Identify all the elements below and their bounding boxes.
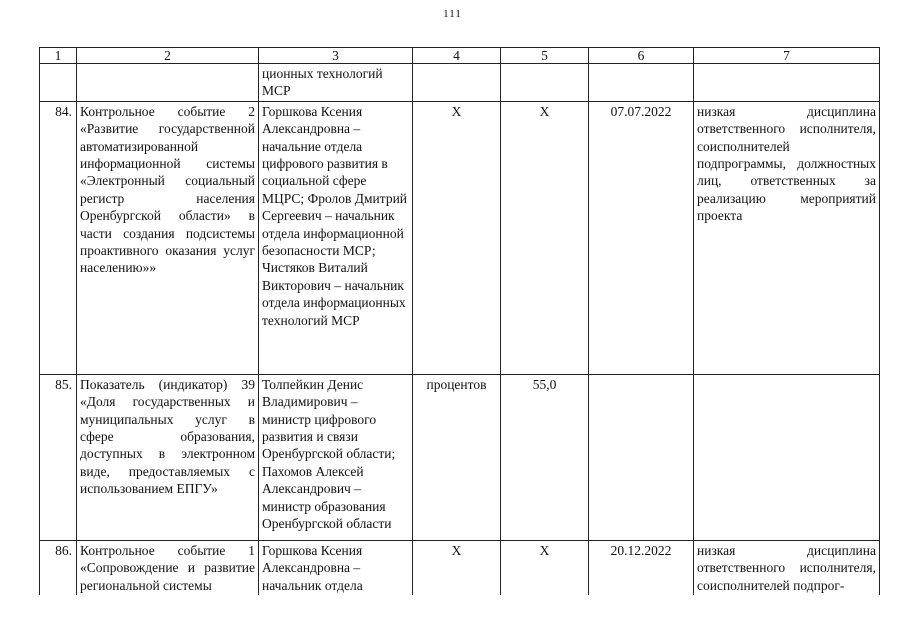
table-cell: [40, 64, 77, 102]
risk-cell: [694, 374, 880, 540]
column-header: 7: [694, 48, 880, 64]
event-name-cell: Контрольное событие 2 «Развитие государственной автоматизированной информационной системы «Электронный социальный регистр населения Оренбургской области» в части создания подсистемы проактивного оказания услуг населению»»: [77, 101, 259, 374]
table-cell: [413, 64, 501, 102]
event-name-cell: Контрольное событие 1 «Сопровождение и развитие региональной системы: [77, 540, 259, 595]
date-cell: [589, 374, 694, 540]
table-cell: [589, 64, 694, 102]
value-cell: X: [501, 540, 589, 595]
table-cell: ционных технологий МСР: [259, 64, 413, 102]
value-cell: X: [501, 101, 589, 374]
risk-cell: низкая дисциплина ответственного исполнителя, соисполнителей подпрограммы, должностных лиц, ответственных за реализацию мероприятий проекта: [694, 101, 880, 374]
table-row: [40, 540, 880, 595]
column-header: 3: [259, 48, 413, 64]
unit-cell: процентов: [413, 374, 501, 540]
monitoring-table: [39, 47, 880, 595]
continuation-row: [40, 64, 880, 102]
table-row: [40, 101, 880, 374]
responsible-cell: Горшкова Ксения Александровна – начальник отдела: [259, 540, 413, 595]
column-number-row: [40, 48, 880, 64]
column-header: 4: [413, 48, 501, 64]
risk-cell: низкая дисциплина ответственного исполнителя, соисполнителей подпрог-: [694, 540, 880, 595]
responsible-cell: Горшкова Ксения Александровна – начальние отдела цифрового развития в социальной сфере МЦРС; Фролов Дмитрий Сергеевич – начальник отдела информационной безопасности МСР; Чистяков Виталий Викторович – начальник отдела информационных технологий МСР: [259, 101, 413, 374]
table-row: [40, 374, 880, 540]
responsible-cell: Толпейкин Денис Владимирович – министр цифрового развития и связи Оренбургской области; Пахомов Алексей Александрович – министр образования Оренбургской области: [259, 374, 413, 540]
row-number: 85.: [40, 374, 77, 540]
value-cell: 55,0: [501, 374, 589, 540]
column-header: 1: [40, 48, 77, 64]
table-cell: [77, 64, 259, 102]
column-header: 6: [589, 48, 694, 64]
table-cell: [501, 64, 589, 102]
event-name-cell: Показатель (индикатор) 39 «Доля государственных и муниципальных услуг в сфере образования, доступных в электронном виде, предоставляемых с использованием ЕПГУ»: [77, 374, 259, 540]
unit-cell: X: [413, 540, 501, 595]
column-header: 5: [501, 48, 589, 64]
page-number: 111: [443, 8, 462, 20]
date-cell: 20.12.2022: [589, 540, 694, 595]
unit-cell: X: [413, 101, 501, 374]
row-number: 86.: [40, 540, 77, 595]
table-cell: [694, 64, 880, 102]
column-header: 2: [77, 48, 259, 64]
date-cell: 07.07.2022: [589, 101, 694, 374]
row-number: 84.: [40, 101, 77, 374]
